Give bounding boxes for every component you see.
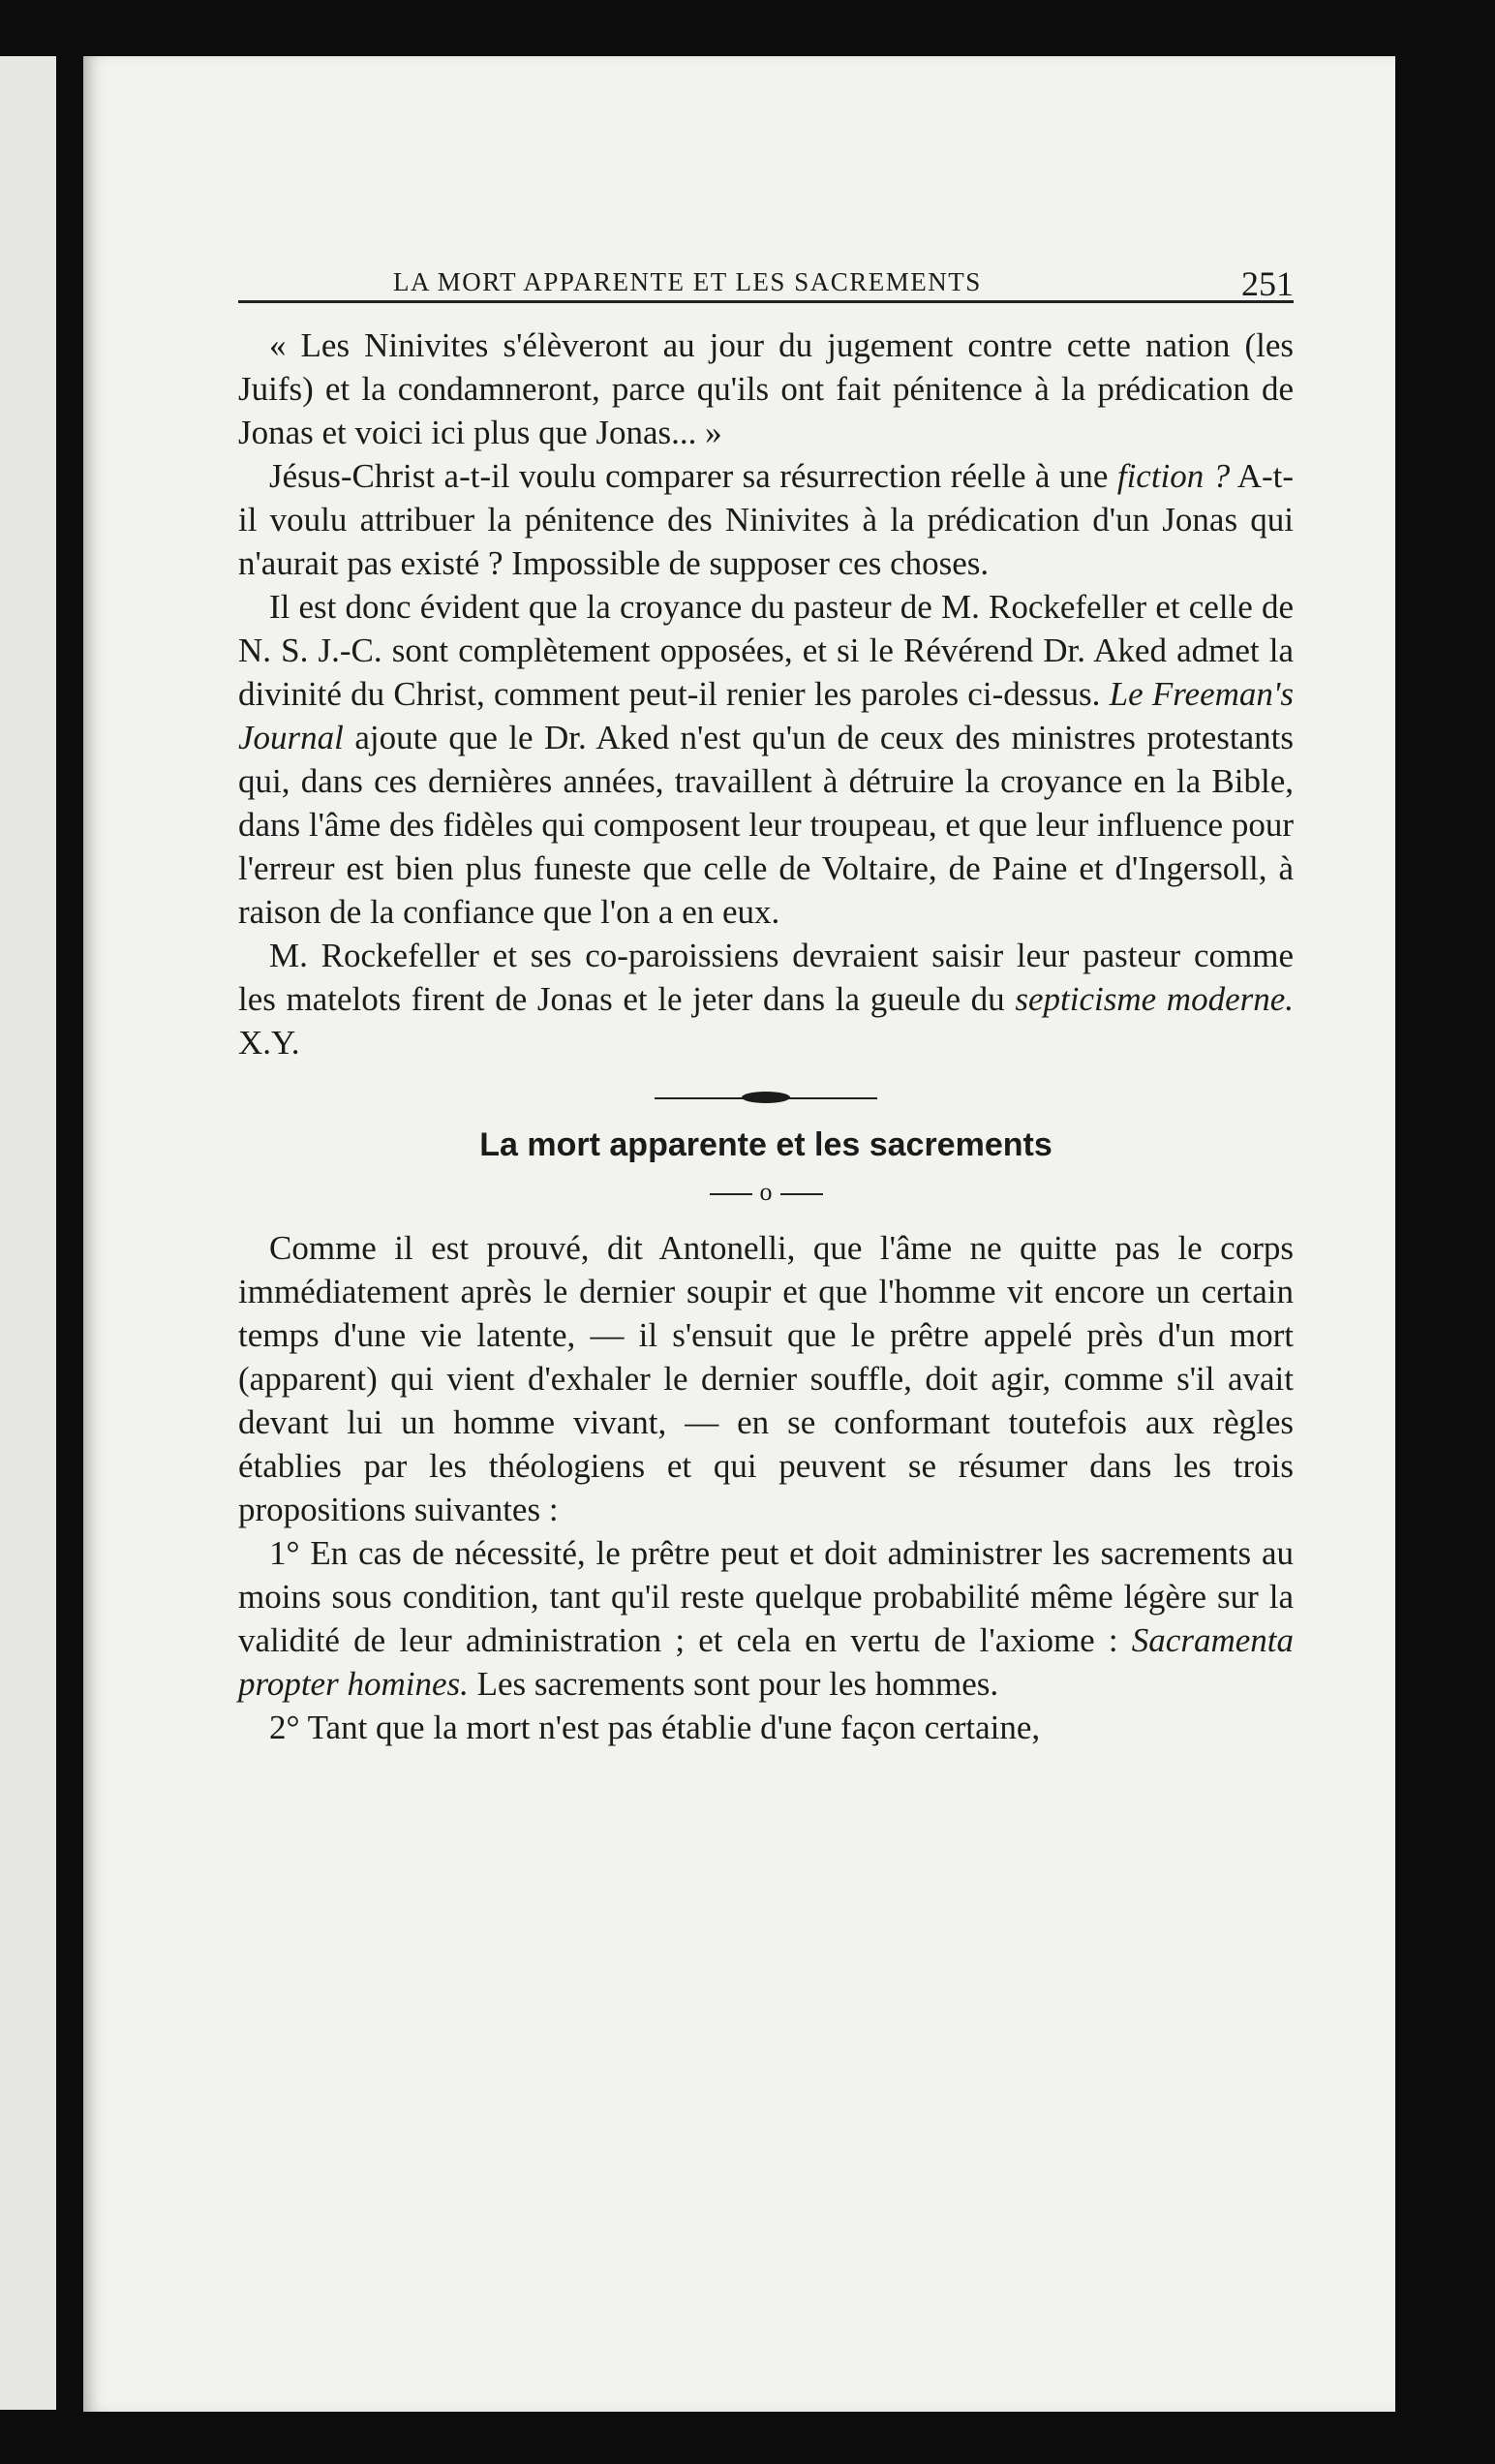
emphasis-septicisme: septicisme moderne.: [1015, 980, 1295, 1018]
adjacent-page-edge: [0, 56, 56, 2410]
paragraph-resurrection: Jésus-Christ a-t-il voulu comparer sa résurrection réelle à une fiction ? A-t-il voulu attribuer la pénitence des Ninivites à la prédication d'un Jonas qui n'aurait pas existé ? Impossible de supposer ces choses.: [238, 457, 1295, 582]
signature: X.Y.: [238, 1024, 300, 1062]
paragraph-antonelli: Comme il est prouvé, dit Antonelli, que l'âme ne quitte pas le corps immédiatement après le dernier soupir et que l'homme vit encore un certain temps d'une vie latente, — il s'ensuit que le prêtre appelé près d'un mort (apparent) qui vient d'exhaler le dernier souffle, doit agir, comme s'il avait devant lui un homme vivant, — en se conformant toutefois aux règles établies par les théologiens et qui peuvent se résumer dans les trois propositions suivantes :: [238, 1229, 1294, 1528]
paragraph-point-2: 2° Tant que la mort n'est pas établie d'une façon certaine,: [269, 1709, 1041, 1746]
ornament-divider: [655, 1092, 877, 1105]
running-head: [238, 264, 1294, 325]
book-page: [83, 56, 1395, 2412]
body-text: [238, 323, 1294, 1749]
emphasis-fiction: fiction ?: [1116, 457, 1231, 495]
emphasis-journal: Le Freeman's Journal: [238, 675, 1294, 756]
paragraph-signature: M. Rockefeller et ses co-paroissiens devraient saisir leur pasteur comme les matelots firent de Jonas et le jeter dans la gueule du septicisme moderne. X.Y.: [238, 937, 1295, 1062]
section-title: La mort apparente et les sacrements: [479, 1126, 1053, 1163]
emphasis-axiom: Sacramenta propter homines.: [238, 1621, 1294, 1703]
page-number: 251: [1241, 264, 1294, 303]
paragraph-point-1: 1° En cas de nécessité, le prêtre peut et doit administrer les sacrements au moins sous condition, tant qu'il reste quelque probabilité même légère sur la validité de leur administration ; et cela en vertu de l'axiome : Sacramenta propter homines. Les sacrements sont pour les hommes.: [238, 1534, 1294, 1703]
section-mark: o: [238, 1178, 1294, 1207]
running-title: LA MORT APPARENTE ET LES SACREMENTS: [393, 267, 982, 296]
paragraph-quote: « Les Ninivites s'élèveront au jour du jugement contre cette nation (les Juifs) et la condamneront, parce qu'ils ont fait pénitence à la prédication de Jonas et voici ici plus que Jonas... »: [238, 326, 1294, 451]
header-rule: [238, 300, 1294, 303]
paragraph-aked: Il est donc évident que la croyance du pasteur de M. Rockefeller et celle de N. S. J.-C. sont complètement opposées, et si le Révérend Dr. Aked admet la divinité du Christ, comment peut-il renier les paroles ci-dessus. Le Freeman's Journal ajoute que le Dr. Aked n'est qu'un de ceux des ministres protestants qui, dans ces dernières années, travaillent à détruire la croyance en la Bible, dans l'âme des fidèles qui composent leur troupeau, et que leur influence pour l'erreur est bien plus funeste que celle de Voltaire, de Paine et d'Ingersoll, à raison de la confiance que l'on a en eux.: [238, 588, 1294, 931]
